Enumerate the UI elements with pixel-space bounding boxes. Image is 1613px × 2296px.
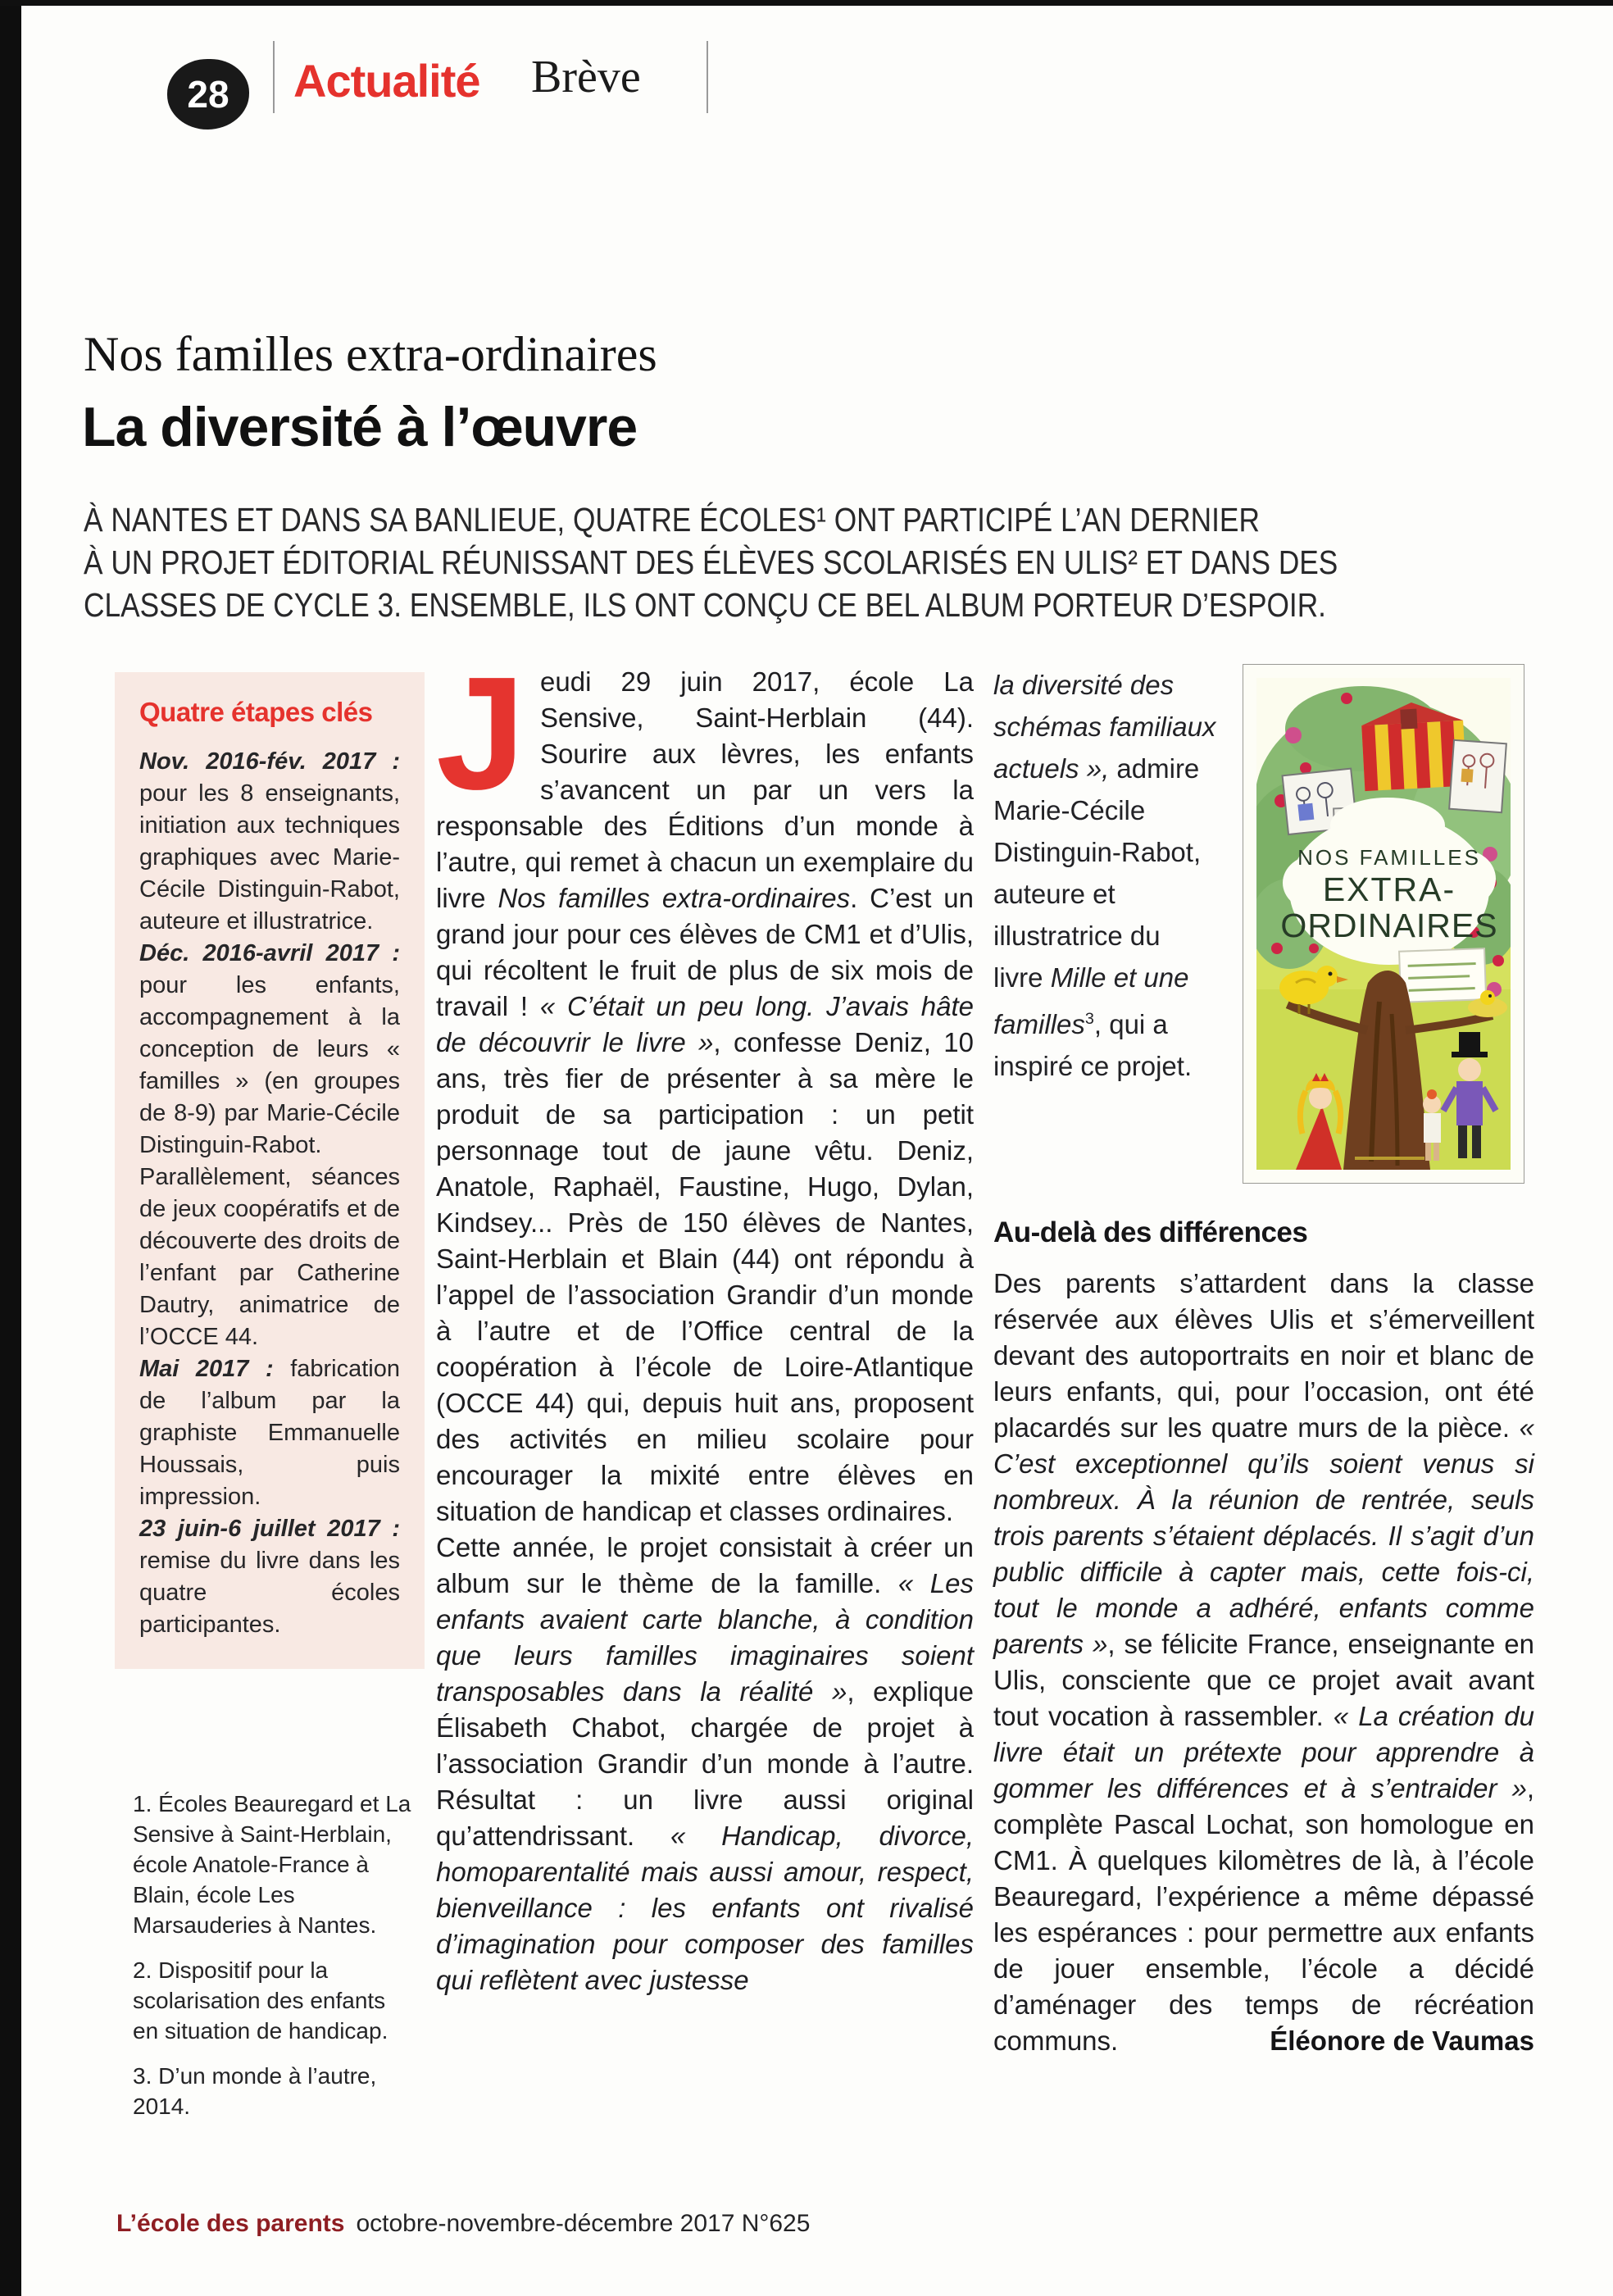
key-step-text: remise du livre dans les quatre écoles participantes. [139, 1548, 400, 1638]
paragraph-text: eudi 29 juin 2017, école La Sensive, Saint-Herblain (44). Sourire aux lèvres, les enfants s’avancent un par un vers la responsable des Éditions d’un monde à l’autre, qui remet à chacun un exemplaire du livre Nos familles extra-ordinaires. C’est un grand jour pour ces élèves de CM1 et d’Ulis, qui récoltent le fruit de plus de six mois de travail ! « C’était un peu long. J’avais hâte de découvrir le livre », confesse Deniz, 10 ans, très fier de présenter à sa mère le produit de sa participation : un petit personnage tout de jaune vêtu. Deniz, Anatole, Raphaël, Faustine, Hugo, Dylan, Kindsey... Près de 150 élèves de Nantes, Saint-Herblain et Blain (44) ont répondu à l’appel de l’association Grandir d’un monde à l’autre et de l’Office central de la coopération à l’école de Loire-Atlantique (OCCE 44) qui, depuis huit ans, proposent des activités en milieu scolaire pour encourager la mixité entre élèves en situation de handicap et classes ordinaires. [436, 666, 974, 1526]
scan-edge-left [0, 0, 21, 2296]
publisher-scribble [1355, 1157, 1424, 1160]
footnotes [133, 1789, 416, 2136]
key-step-text: fabrication de l’album par la graphiste Emmanuelle Houssais, puis impression. [139, 1356, 400, 1510]
key-step-date: Nov. 2016-fév. 2017 : [139, 748, 400, 775]
rubric-label: Brève [531, 52, 641, 102]
cover-title-line1: NOS FAMILLES [1297, 845, 1481, 870]
key-step-date: Déc. 2016-avril 2017 : [139, 940, 400, 966]
article-column-1 [436, 643, 974, 1998]
section-label: Actualité [293, 55, 480, 107]
book-cover-photo [1243, 664, 1524, 1184]
scan-edge-top [0, 0, 1613, 6]
key-step [139, 938, 400, 1353]
standfirst-line: À UN PROJET ÉDITORIAL RÉUNISSANT DES ÉLÈVES SCOLARISÉS EN ULIS² ET DANS DES [84, 543, 1338, 581]
section-subhead: Au-delà des différences [993, 1216, 1308, 1248]
key-step [139, 746, 400, 938]
book-cover-illustration [1256, 678, 1511, 1170]
header-divider [707, 41, 708, 113]
standfirst [84, 498, 1529, 626]
article-column-2 [993, 664, 1534, 2059]
cover-title-line3: ORDINAIRES [1280, 907, 1498, 944]
magazine-name: L’école des parents [116, 2210, 345, 2237]
standfirst-line: À NANTES ET DANS SA BANLIEUE, QUATRE ÉCOLES¹ ONT PARTICIPÉ L’AN DERNIER [84, 501, 1260, 539]
page-number: 28 [187, 73, 229, 116]
footnote: 3. D’un monde à l’autre, 2014. [133, 2063, 377, 2119]
drop-cap: J [436, 643, 526, 823]
key-step-date: 23 juin-6 juillet 2017 : [139, 1516, 400, 1542]
standfirst-line: CLASSES DE CYCLE 3. ENSEMBLE, ILS ONT CONÇU CE BEL ALBUM PORTEUR D’ESPOIR. [84, 586, 1326, 624]
footnote: 1. Écoles Beauregard et La Sensive à Saint-Herblain, école Anatole-France à Blain, école Les Marsauderies à Nantes. [133, 1791, 411, 1938]
paragraph-text: Des parents s’attardent dans la classe réservée aux élèves Ulis et s’émerveillent devant des autoportraits en noir et blanc de leurs enfants, qui, pour l’occasion, ont été placardés sur les quatre murs de la pièce. « C’est exceptionnel qu’ils soient venus si nombreux. À la réunion de rentrée, seuls trois parents s’étaient déplacés. Il s’agit d’un public difficile à capter mais, cette fois-ci, tout le monde a adhéré, enfants comme parents », se félicite France, enseignante en Ulis, consciente que ce projet avait avant tout vocation à rassembler. « La création du livre était un prétexte pour apprendre à gommer les différences et à s’entraider », complète Pascal Lochat, son homologue en CM1. À quelques kilomètres de là, à l’école Beauregard, l’expérience a même dépassé les espérances : pour permettre aux enfants de jouer ensemble, l’école a décidé d’aménager des temps de récréation communs. [993, 1268, 1535, 2056]
issue-info: octobre-novembre-décembre 2017 N°625 [356, 2210, 811, 2237]
article-title: La diversité à l’œuvre [82, 396, 638, 458]
key-steps-box [115, 672, 425, 1669]
key-step [139, 1353, 400, 1513]
header-divider [273, 41, 275, 113]
article-paragraph: Cette année, le projet consistait à créer un album sur le thème de la famille. « Les enfants avaient carte blanche, à condition que leurs familles imaginaires soient transposables dans la réalité », explique Élisabeth Chabot, chargée de projet à l’association Grandir d’un monde à l’autre. Résultat : un livre aussi original qu’attendrissant. « Handicap, divorce, homoparentalité mais aussi amour, respect, bienveillance : les enfants ont rivalisé d’imagination pour composer des familles qui reflètent avec justesse [436, 1532, 974, 1995]
article-paragraph [993, 1266, 1534, 2059]
quote-continuation: la diversité des schémas familiaux actuels », admire Marie-Cécile Distinguin-Rabot, auteure et illustratrice du livre Mille et une familles$^3$, qui a inspiré ce projet. [993, 670, 1216, 1081]
key-steps-title: Quatre étapes clés [139, 697, 373, 727]
key-step-date: Mai 2017 : [139, 1356, 274, 1382]
key-step-text: pour les 8 enseignants, initiation aux techniques graphiques avec Marie-Cécile Distinguin-Rabot, auteure et illustratrice. [139, 780, 400, 934]
key-step-text: pour les enfants, accompagnement à la conception de leurs « familles » (en groupes de 8-9) par Marie-Cécile Distinguin-Rabot. Parallèlement, séances de jeux coopératifs et de découverte des droits de l’enfant par Catherine Dautry, animatrice de l’OCCE 44. [139, 972, 400, 1350]
article-kicker: Nos familles extra-ordinaires [84, 327, 657, 381]
page-footer [116, 2210, 810, 2238]
author-byline: Éléonore de Vaumas [1270, 2025, 1534, 2056]
key-step [139, 1513, 400, 1641]
cover-note [1399, 948, 1486, 1003]
article-paragraph [436, 643, 974, 1530]
footnote: 2. Dispositif pour la scolarisation des enfants en situation de handicap. [133, 1957, 388, 2044]
page-number-badge [167, 59, 249, 130]
cover-title-line2: EXTRA- [1322, 871, 1456, 908]
